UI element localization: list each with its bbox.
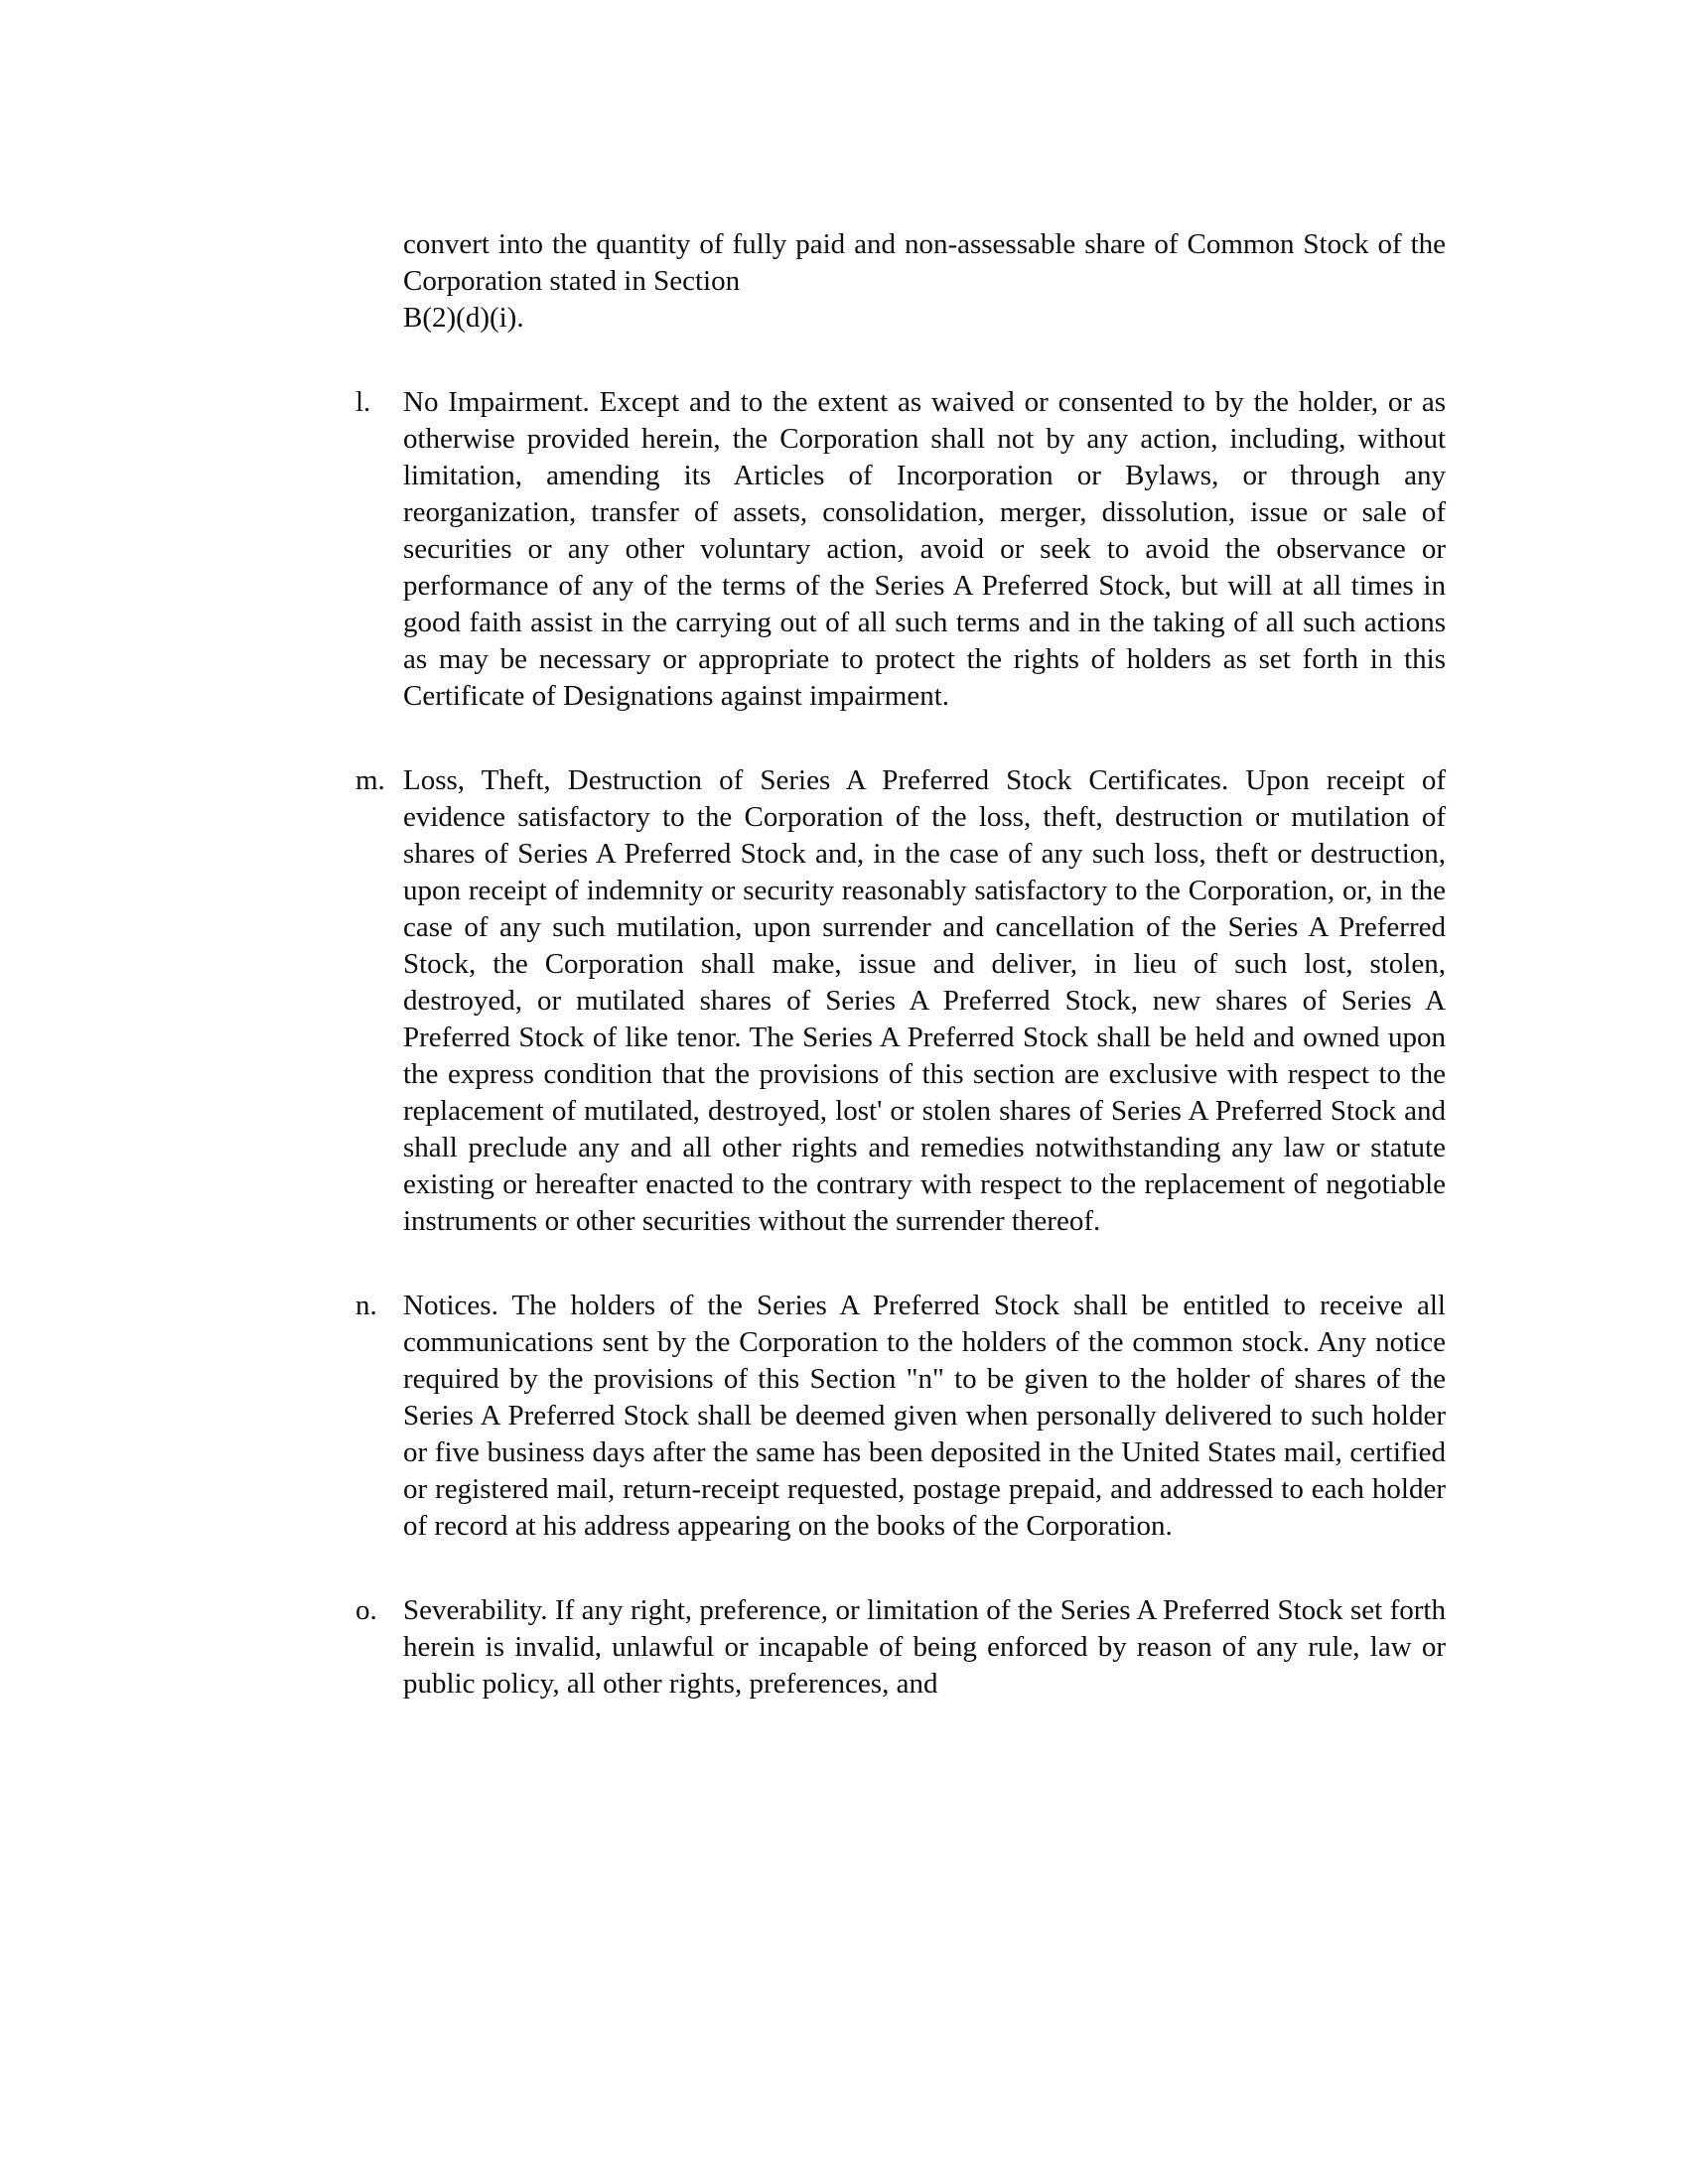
list-item-text: Notices. The holders of the Series A Preferred Stock shall be entitled to receive all communications sent by the Corporation to the holders of the common stock. Any notice required by the provisions of this Section "n" to be given to the holder of shares of the Series A Preferred Stock shall be deemed given when personally delivered to such holder or five business days after the same has been deposited in the United States mail, certified or registered mail, return-receipt requested, postage prepaid, and addressed to each holder of record at his address appearing on the books of the Corporation. xyxy=(403,1290,1446,1542)
list-item-n xyxy=(355,1288,1446,1545)
continuation-text: convert into the quantity of fully paid and non-assessable share of Common Stock of the Corporation stated in Section xyxy=(403,228,1446,297)
page-content xyxy=(355,226,1446,1750)
list-item-text: No Impairment. Except and to the extent as waived or consented to by the holder, or as otherwise provided herein, the Corporation shall not by any action, including, without limitation, amending its Articles of Incorporation or Bylaws, or through any reorganization, transfer of assets, consolidation, merger, dissolution, issue or sale of securities or any other voluntary action, avoid or seek to avoid the observance or performance of any of the terms of the Series A Preferred Stock, but will at all times in good faith assist in the carrying out of all such terms and in the taking of all such actions as may be necessary or appropriate to protect the rights of holders as set forth in this Certificate of Designations against impairment. xyxy=(403,386,1446,712)
list-item-letter: l. xyxy=(355,386,371,418)
list-item-text: Severability. If any right, preference, or limitation of the Series A Preferred Stock set forth herein is invalid, unlawful or incapable of being enforced by reason of any rule, law or public policy, all other rights, preferences, and xyxy=(403,1594,1446,1700)
list-item-l xyxy=(355,384,1446,715)
list-item-letter: m. xyxy=(355,764,385,796)
list-item-letter: n. xyxy=(355,1290,377,1321)
list-item-text: Loss, Theft, Destruction of Series A Preferred Stock Certificates. Upon receipt of evidence satisfactory to the Corporation of the loss, theft, destruction or mutilation of shares of Series A Preferred Stock and, in the case of any such loss, theft or destruction, upon receipt of indemnity or security reasonably satisfactory to the Corporation, or, in the case of any such mutilation, upon surrender and cancellation of the Series A Preferred Stock, the Corporation shall make, issue and deliver, in lieu of such lost, stolen, destroyed, or mutilated shares of Series A Preferred Stock, new shares of Series A Preferred Stock of like tenor. The Series A Preferred Stock shall be held and owned upon the express condition that the provisions of this section are exclusive with respect to the replacement of mutilated, destroyed, lost' or stolen shares of Series A Preferred Stock and shall preclude any and all other rights and remedies notwithstanding any law or statute existing or hereafter enacted to the contrary with respect to the replacement of negotiable instruments or other securities without the surrender thereof. xyxy=(403,764,1446,1237)
list-item-letter: o. xyxy=(355,1594,377,1626)
section-reference: B(2)(d)(i). xyxy=(403,302,524,334)
list-item-o xyxy=(355,1592,1446,1703)
list-item-m xyxy=(355,762,1446,1240)
continuation-paragraph xyxy=(403,226,1446,337)
